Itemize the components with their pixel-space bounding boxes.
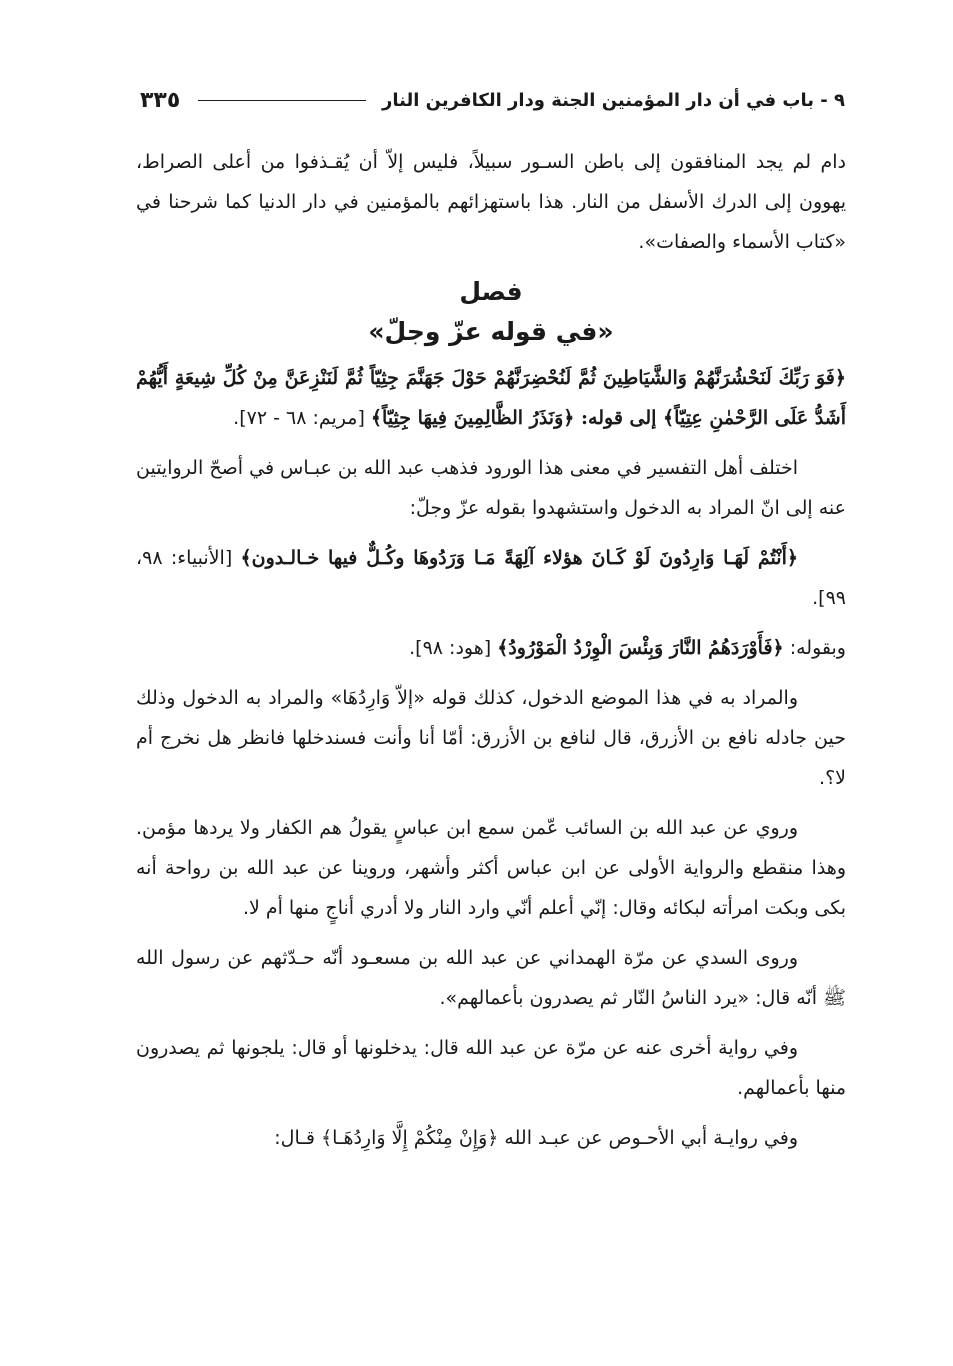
- paragraph: وروى السدي عن مرّة الهمداني عن عبد الله بن مسعـود أنّه حـدّثهم عن رسول الله ﷺ أنّه قال: «يرد الناسُ النّار ثم يصدرون بأعمالهم».: [136, 947, 846, 1009]
- paragraph: اختلف أهل التفسير في معنى هذا الورود فذهب عبد الله بن عبـاس في أصحّ الروايتين عنه إلى انّ المراد به الدخول واستشهدوا بقوله عزّ وجلّ:: [136, 457, 846, 519]
- section-title: فصل: [459, 277, 523, 306]
- quran-verse: ﴿أَنْتُمْ لَهَـا وَارِدُونَ لَوْ كَـانَ هؤلاء آلِهَةً مَـا وَرَدُوهَا وكُـلٌّ فيها خـالـدون﴾: [240, 547, 798, 569]
- paragraph: وفي رواية أخرى عنه عن مرّة عن عبد الله قال: يدخلونها أو قال: يلجونها ثم يصدرون منها بأعمالهم.: [136, 1037, 846, 1099]
- chapter-title: ٩ - باب في أن دار المؤمنين الجنة ودار الكافرين النار: [382, 89, 845, 111]
- quran-verse-block: [136, 538, 846, 618]
- section-subtitle: «في قوله عزّ وجلّ»: [368, 317, 614, 346]
- quran-verse-block: [136, 628, 846, 668]
- verse-intro: وبقوله:: [789, 637, 846, 659]
- verse-reference: [هود: ٩٨].: [409, 637, 492, 659]
- paragraph: وفي روايـة أبي الأحـوص عن عبـد الله ﴿وَإِنْ مِنْكُمْ إِلَّا وَارِدُهَـا﴾ قـال:: [274, 1127, 798, 1149]
- paragraph: وروي عن عبد الله بن السائب عّمن سمع ابن عباسٍ يقولُ هم الكفار ولا يردها مؤمن. وهذا منقطع والرواية الأولى عن ابن عباس أكثر وأشهر، وروينا عن عبد الله بن رواحة أنه بكى وبكت امرأته لبكائه وقال: إنّي أعلم أنّي وارد النار ولا أدري أناجٍ منها أم لا.: [136, 817, 846, 919]
- paragraph: دام لم يجد المنافقون إلى باطن السـور سبيلاً، فليس إلاّ أن يُقـذفوا من أعلى الصراط، يهوون إلى الدرك الأسفل من النار. هذا باستهزائهم بالمؤمنين في دار الدنيا كما شرحنا في «كتاب الأسماء والصفات».: [136, 151, 846, 253]
- running-header: [140, 82, 845, 118]
- page-number: ٣٣٥: [140, 87, 181, 113]
- verse-reference: [الأنبياء: ٩٨، ٩٩].: [136, 547, 846, 609]
- page-body: [136, 142, 846, 1168]
- quran-verse: ﴿فَأَوْرَدَهُمُ النَّارَ وَبِئْسَ الْوِرْدُ الْمَوْرُودُ﴾: [497, 637, 784, 659]
- verse-reference: [مريم: ٦٨ - ٧٢].: [233, 407, 365, 429]
- quran-verse-block: [136, 358, 846, 438]
- quran-verse: ﴿فَوَ رَبِّكَ لَنَحْشُرَنَّهُمْ وَالشَّيَاطِينَ ثُمَّ لَنُحْضِرَنَّهُمْ حَوْلَ جَهَنَّمَ جِثِيّاً ثُمَّ لَنَنْزِعَنَّ مِنْ كُلِّ شِيعَةٍ أَيُّهُمْ أَشَدُّ عَلَى الرَّحْمٰنِ عِتِيّاً﴾ إلى قوله: ﴿وَنَذَرُ الظَّالِمِينَ فِيهَا جِثِيّاً﴾: [136, 367, 846, 429]
- paragraph: والمراد به في هذا الموضع الدخول، كذلك قوله «إلاّ وَارِدُهَا» والمراد به الدخول وذلك حين جادله نافع بن الأزرق، قال لنافع بن الأزرق: أمّا أنا وأنت فسندخلها فانظر هل نخرج أم لا؟.: [136, 687, 846, 789]
- header-rule: [198, 100, 366, 101]
